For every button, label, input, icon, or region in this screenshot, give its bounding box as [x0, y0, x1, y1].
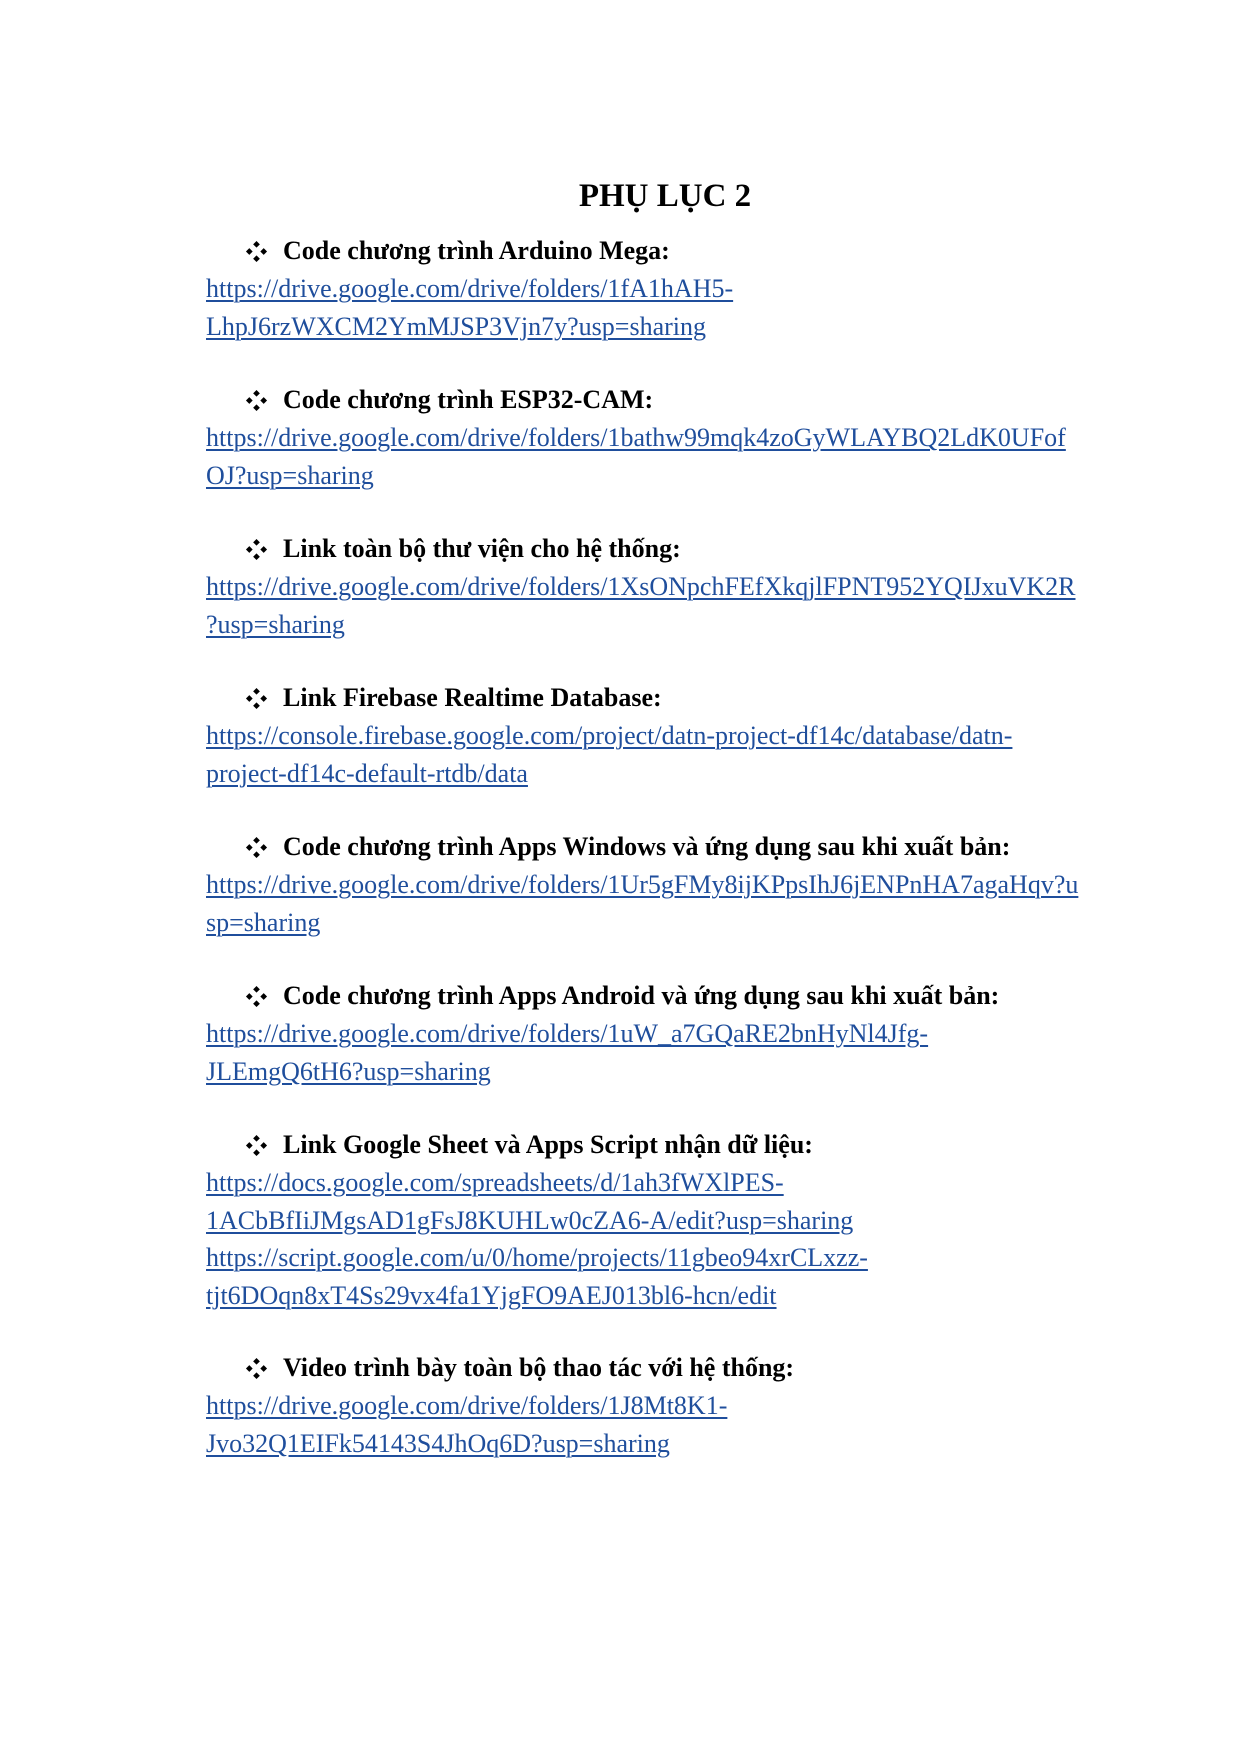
link-line[interactable]: https://drive.google.com/drive/folders/1J8Mt8K1- — [206, 1391, 728, 1420]
link-line[interactable]: https://drive.google.com/drive/folders/1XsONpchFEfXkqjlFPNT952YQIJxuVK2R — [206, 572, 1076, 601]
section-heading-text: Code chương trình ESP32-CAM: — [283, 385, 654, 414]
link-line[interactable]: tjt6DOqn8xT4Ss29vx4fa1YjgFO9AEJ013bl6-hcn/edit — [206, 1280, 777, 1310]
four-diamond-bullet-icon — [245, 687, 268, 710]
link-line[interactable]: https://docs.google.com/spreadsheets/d/1ah3fWXlPES- — [206, 1168, 784, 1197]
four-diamond-bullet-icon — [245, 836, 268, 859]
link-line[interactable]: JLEmgQ6tH6?usp=sharing — [206, 1056, 491, 1086]
section-firebase — [206, 679, 1136, 792]
section-heading — [245, 1126, 1136, 1164]
page-title: PHỤ LỤC 2 — [578, 178, 752, 214]
section-heading — [245, 232, 1136, 270]
section-heading-text: Code chương trình Arduino Mega: — [283, 236, 670, 265]
link-block — [206, 270, 1136, 345]
section-arduino-mega — [206, 232, 1136, 345]
link-line[interactable]: ?usp=sharing — [206, 609, 345, 639]
link-line[interactable]: project-df14c-default-rtdb/data — [206, 758, 528, 788]
four-diamond-bullet-icon — [245, 538, 268, 561]
section-heading-text: Link toàn bộ thư viện cho hệ thống: — [283, 534, 681, 563]
section-apps-android — [206, 977, 1136, 1090]
link-block — [206, 717, 1136, 792]
section-esp32-cam — [206, 381, 1136, 494]
link-block — [206, 568, 1136, 643]
link-block — [206, 419, 1136, 494]
section-heading — [245, 679, 1136, 717]
section-heading — [245, 828, 1136, 866]
section-video — [206, 1349, 1136, 1462]
link-line[interactable]: LhpJ6rzWXCM2YmMJSP3Vjn7y?usp=sharing — [206, 311, 706, 341]
section-heading — [245, 1349, 1136, 1387]
link-line[interactable]: OJ?usp=sharing — [206, 460, 374, 490]
link-block — [206, 1015, 1136, 1090]
section-heading — [245, 381, 1136, 419]
link-line[interactable]: Jvo32Q1EIFk54143S4JhOq6D?usp=sharing — [206, 1428, 670, 1458]
link-line[interactable]: https://script.google.com/u/0/home/projects/11gbeo94xrCLxzz- — [206, 1243, 868, 1272]
four-diamond-bullet-icon — [245, 1134, 268, 1157]
four-diamond-bullet-icon — [245, 389, 268, 412]
four-diamond-bullet-icon — [245, 985, 268, 1008]
link-block — [206, 1164, 1136, 1314]
link-block — [206, 866, 1136, 941]
link-line[interactable]: sp=sharing — [206, 907, 321, 937]
section-heading-text: Code chương trình Apps Android và ứng dụng sau khi xuất bản: — [283, 981, 1000, 1010]
link-line[interactable]: https://drive.google.com/drive/folders/1bathw99mqk4zoGyWLAYBQ2LdK0UFof — [206, 423, 1066, 452]
section-heading — [245, 530, 1136, 568]
section-heading-text: Link Google Sheet và Apps Script nhận dữ liệu: — [283, 1130, 813, 1159]
section-libraries — [206, 530, 1136, 643]
four-diamond-bullet-icon — [245, 240, 268, 263]
section-heading-text: Code chương trình Apps Windows và ứng dụng sau khi xuất bản: — [283, 832, 1011, 861]
link-line[interactable]: https://drive.google.com/drive/folders/1uW_a7GQaRE2bnHyNl4Jfg- — [206, 1019, 929, 1048]
section-google-sheet — [206, 1126, 1136, 1314]
link-line[interactable]: https://console.firebase.google.com/project/datn-project-df14c/database/datn- — [206, 721, 1013, 750]
section-apps-windows — [206, 828, 1136, 941]
section-heading — [245, 977, 1136, 1015]
section-heading-text: Link Firebase Realtime Database: — [283, 683, 662, 712]
link-line[interactable]: https://drive.google.com/drive/folders/1fA1hAH5- — [206, 274, 734, 303]
section-heading-text: Video trình bày toàn bộ thao tác với hệ thống: — [283, 1353, 795, 1382]
link-line[interactable]: 1ACbBfIiJMgsAD1gFsJ8KUHLw0cZA6-A/edit?usp=sharing — [206, 1205, 854, 1235]
four-diamond-bullet-icon — [245, 1357, 268, 1380]
link-line[interactable]: https://drive.google.com/drive/folders/1Ur5gFMy8ijKPpsIhJ6jENPnHA7agaHqv?u — [206, 870, 1079, 899]
link-block — [206, 1387, 1136, 1462]
